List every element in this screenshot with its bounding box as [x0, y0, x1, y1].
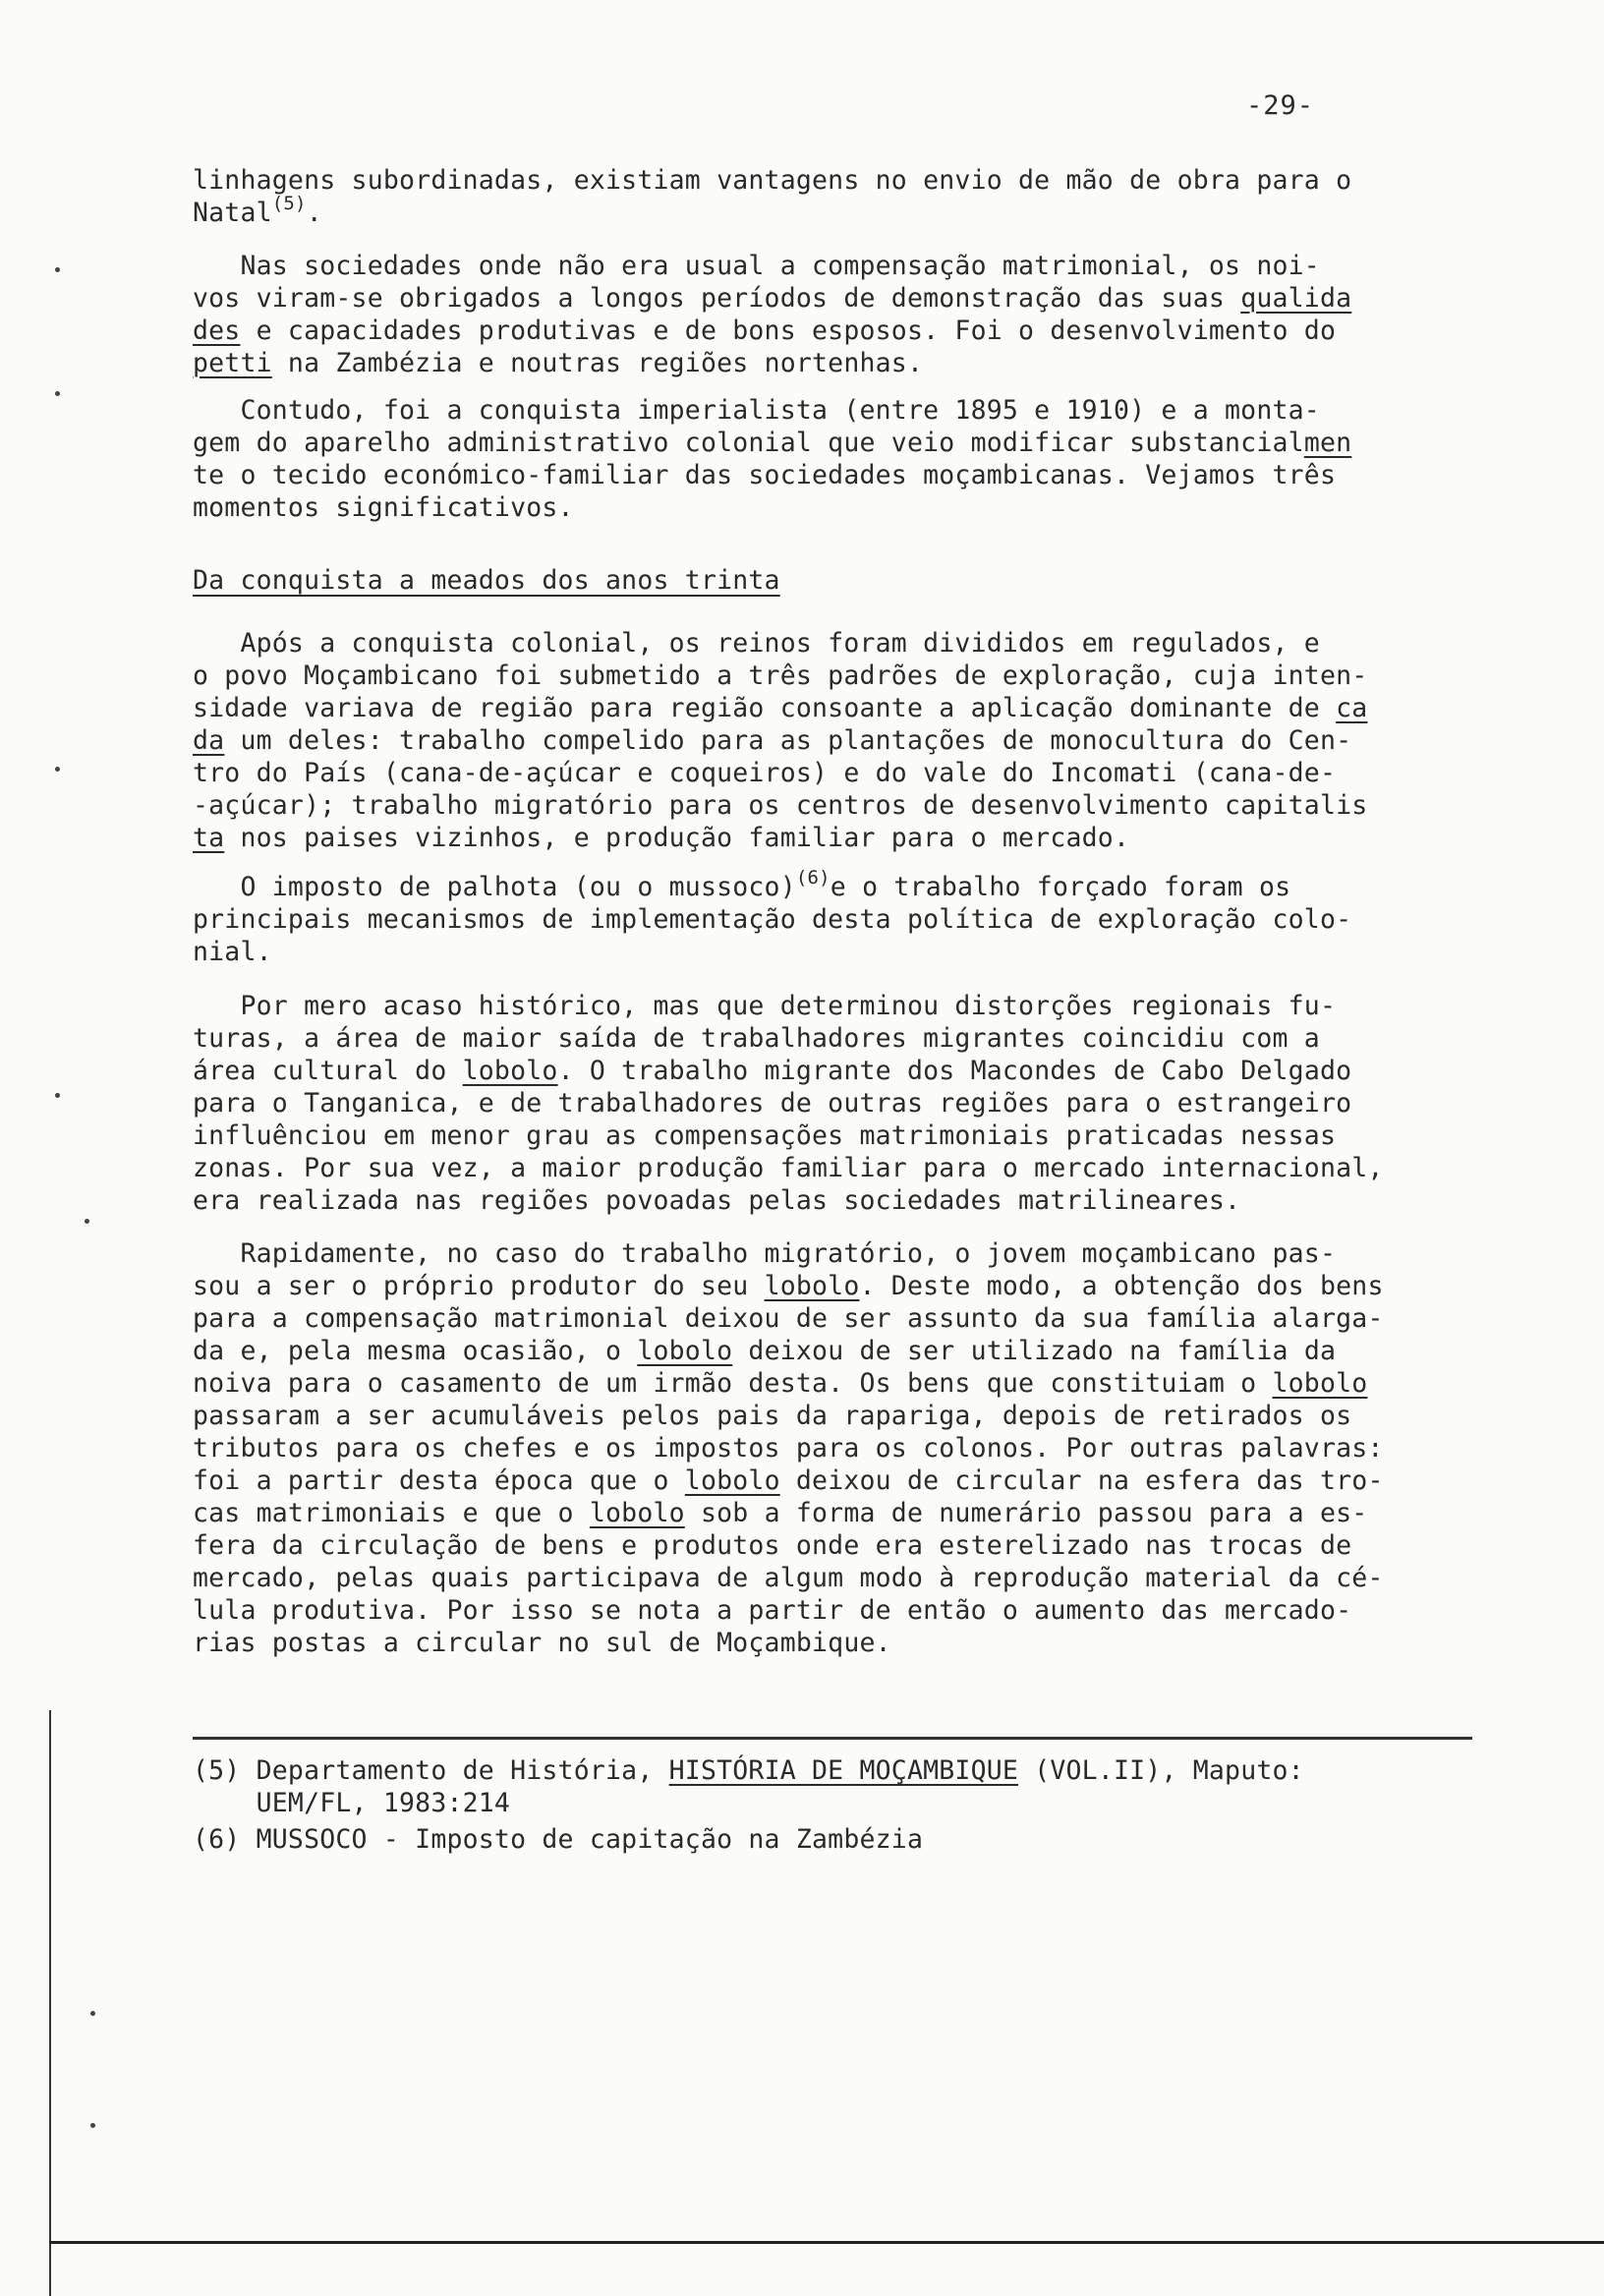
- text-line: petti na Zambézia e noutras regiões nortenhas.: [193, 348, 924, 378]
- text-line: rias postas a circular no sul de Moçambique.: [193, 1628, 891, 1658]
- text-line: o povo Moçambicano foi submetido a três padrões de exploração, cuja inten-: [193, 660, 1368, 691]
- footnote-ref: (5): [271, 193, 307, 214]
- text-line: linhagens subordinadas, existiam vantagens no envio de mão de obra para o: [193, 165, 1352, 196]
- text-line: lula produtiva. Por isso se nota a partir de então o aumento das mercado-: [193, 1595, 1352, 1626]
- margin-rule: [49, 1710, 51, 2296]
- footnote: (6) MUSSOCO - Imposto de capitação na Zambézia: [193, 1824, 924, 1855]
- text-line: gem do aparelho administrativo colonial que veio modificar substancialmen: [193, 428, 1352, 458]
- text-line: sou a ser o próprio produtor do seu lobolo. Deste modo, a obtenção dos bens: [193, 1271, 1384, 1301]
- text-line: era realizada nas regiões povoadas pelas sociedades matrilineares.: [193, 1185, 1241, 1216]
- text-line: Rapidamente, no caso do trabalho migratório, o jovem moçambicano pas-: [193, 1238, 1337, 1269]
- bottom-rule: [49, 2241, 1604, 2244]
- scan-speck: [55, 767, 60, 772]
- footnote-separator: [193, 1737, 1472, 1740]
- text-line: Contudo, foi a conquista imperialista (entre 1895 e 1910) e a monta-: [193, 395, 1320, 426]
- text-line: da e, pela mesma ocasião, o lobolo deixou de ser utilizado na família da: [193, 1336, 1337, 1366]
- text-line: Natal$^{(5)}$.: [193, 193, 322, 228]
- text-line: vos viram-se obrigados a longos períodos de demonstração das suas qualida: [193, 283, 1352, 314]
- text-line: cas matrimoniais e que o lobolo sob a forma de numerário passou para a es-: [193, 1498, 1368, 1528]
- footnote-ref: (6): [795, 867, 831, 889]
- text-line: tributos para os chefes e os impostos para os colonos. Por outras palavras:: [193, 1433, 1384, 1464]
- scan-speck: [90, 2011, 95, 2016]
- text-line: principais mecanismos de implementação desta política de exploração colo-: [193, 904, 1352, 935]
- section-heading: Da conquista a meados dos anos trinta: [193, 565, 780, 596]
- text-line: turas, a área de maior saída de trabalhadores migrantes coincidiu com a: [193, 1023, 1320, 1054]
- text-line: fera da circulação de bens e produtos onde era esterelizado nas trocas de: [193, 1530, 1352, 1561]
- text-line: da um deles: trabalho compelido para as plantações de monocultura do Cen-: [193, 725, 1352, 756]
- text-line: Após a conquista colonial, os reinos foram divididos em regulados, e: [193, 628, 1320, 659]
- text-line: ta nos paises vizinhos, e produção familiar para o mercado.: [193, 823, 1130, 853]
- page-number: -29-: [1246, 90, 1315, 121]
- text-line: nial.: [193, 937, 272, 967]
- text-line: Por mero acaso histórico, mas que determinou distorções regionais fu-: [193, 991, 1337, 1021]
- scan-speck: [55, 1093, 60, 1098]
- footnote: UEM/FL, 1983:214: [193, 1788, 511, 1818]
- text-line: zonas. Por sua vez, a maior produção familiar para o mercado internacional,: [193, 1153, 1384, 1183]
- text-line: área cultural do lobolo. O trabalho migrante dos Macondes de Cabo Delgado: [193, 1056, 1352, 1086]
- text-line: passaram a ser acumuláveis pelos pais da rapariga, depois de retirados os: [193, 1401, 1352, 1431]
- text-line: influênciou em menor grau as compensações matrimoniais praticadas nessas: [193, 1120, 1337, 1151]
- text-line: des e capacidades produtivas e de bons esposos. Foi o desenvolvimento do: [193, 316, 1337, 346]
- text-line: tro do País (cana-de-açúcar e coqueiros) e do vale do Incomati (cana-de-: [193, 758, 1337, 788]
- footnote: (5) Departamento de História, HISTÓRIA DE MOÇAMBIQUE (VOL.II), Maputo:: [193, 1755, 1304, 1786]
- scan-speck: [85, 1219, 89, 1224]
- text-line: noiva para o casamento de um irmão desta. Os bens que constituiam o lobolo: [193, 1368, 1368, 1399]
- text-line: Nas sociedades onde não era usual a compensação matrimonial, os noi-: [193, 251, 1320, 281]
- text-line: para a compensação matrimonial deixou de ser assunto da sua família alarga-: [193, 1303, 1384, 1334]
- scan-speck: [90, 2123, 95, 2128]
- text-line: foi a partir desta época que o lobolo deixou de circular na esfera das tro-: [193, 1465, 1384, 1496]
- text-line: O imposto de palhota (ou o mussoco)$^{(6)}$e o trabalho forçado foram os: [193, 867, 1291, 902]
- text-line: mercado, pelas quais participava de algum modo à reprodução material da cé-: [193, 1563, 1384, 1593]
- scan-speck: [55, 267, 60, 272]
- text-line: te o tecido económico-familiar das sociedades moçambicanas. Vejamos três: [193, 460, 1337, 490]
- text-line: momentos significativos.: [193, 492, 574, 523]
- text-line: -açúcar); trabalho migratório para os centros de desenvolvimento capitalis: [193, 790, 1368, 821]
- text-line: sidade variava de região para região consoante a aplicação dominante de ca: [193, 693, 1368, 723]
- text-line: para o Tanganica, e de trabalhadores de outras regiões para o estrangeiro: [193, 1088, 1352, 1119]
- scan-speck: [55, 391, 60, 396]
